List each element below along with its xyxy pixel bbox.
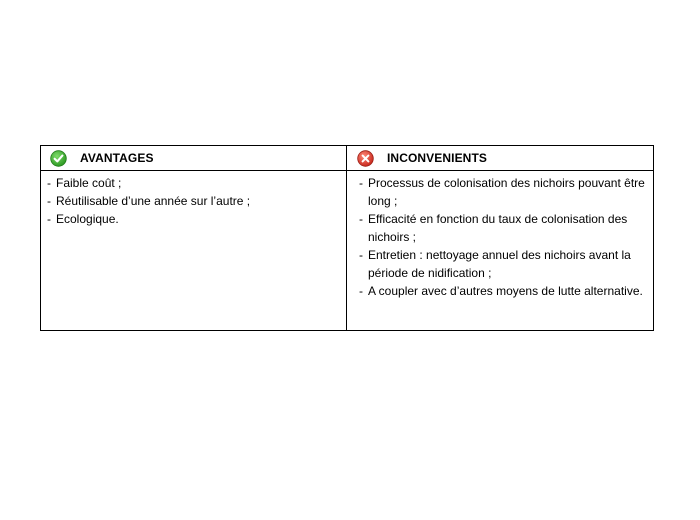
disadvantages-list	[359, 174, 653, 300]
list-item: - Efficacité en fonction du taux de colonisation des nichoirs ;	[359, 212, 628, 244]
list-item: - Réutilisable d’une année sur l’autre ;	[47, 194, 251, 208]
disadvantages-cell	[347, 171, 653, 330]
comparison-table	[40, 145, 654, 331]
advantages-cell	[41, 171, 347, 330]
disadvantages-title: INCONVENIENTS	[387, 151, 487, 165]
disadvantages-header	[347, 146, 653, 171]
advantages-list	[47, 174, 346, 228]
list-item: - Faible coût ;	[47, 176, 122, 190]
list-item: - Entretien : nettoyage annuel des nichoirs avant la période de nidification ;	[359, 248, 631, 280]
advantages-title: AVANTAGES	[80, 151, 154, 165]
list-item: - A coupler avec d’autres moyens de lutte alternative.	[359, 284, 643, 298]
x-circle-icon	[357, 150, 374, 167]
check-circle-icon	[50, 150, 67, 167]
list-item: - Ecologique.	[47, 212, 119, 226]
advantages-header	[41, 146, 347, 171]
list-item: - Processus de colonisation des nichoirs pouvant être long ;	[359, 176, 645, 208]
